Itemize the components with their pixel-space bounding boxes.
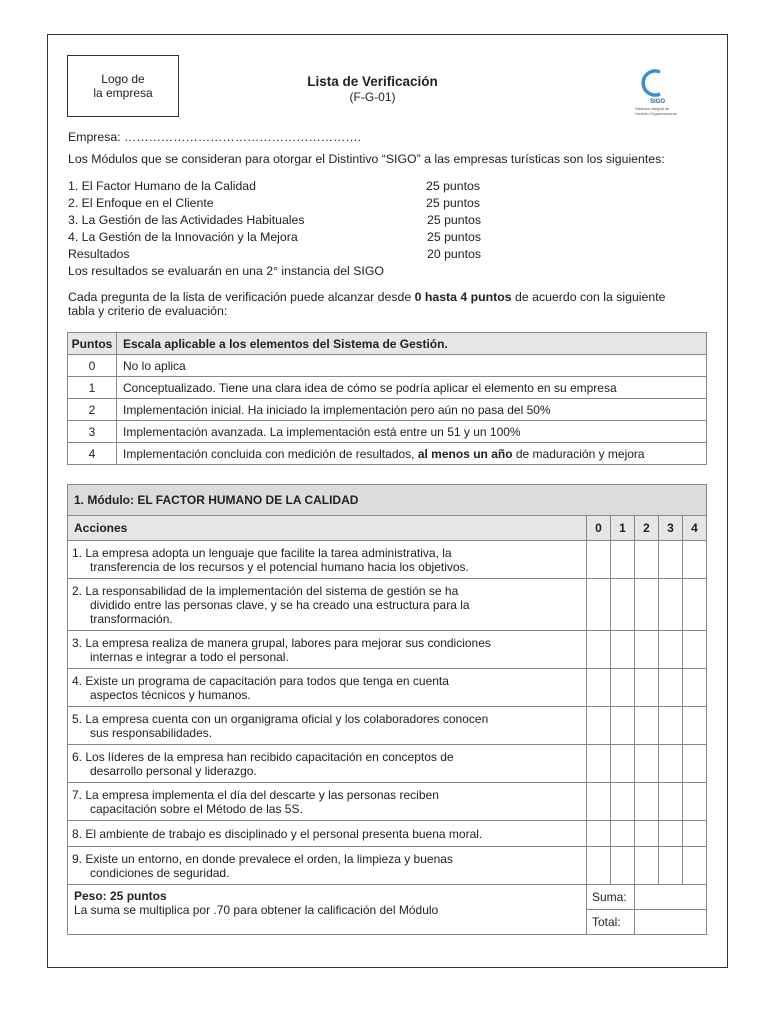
- question-continuation: transferencia de los recursos y el potencial humano hacia los objetivos.: [90, 559, 469, 574]
- question-text: [68, 745, 587, 783]
- score-cell[interactable]: [587, 631, 611, 669]
- score-cell[interactable]: [611, 847, 635, 885]
- score-cell[interactable]: [635, 847, 659, 885]
- sum-value-cell[interactable]: [635, 885, 707, 910]
- score-cell[interactable]: [611, 821, 635, 847]
- question-first-line: 5. La empresa cuenta con un organigrama oficial y los colaboradores conocen: [72, 711, 489, 726]
- scale-row: 4 Implementación concluida con medición de resultados, al menos un año de maduración y mejora: [68, 443, 707, 465]
- module-points: 25 puntos: [427, 230, 482, 244]
- score-cell[interactable]: [635, 821, 659, 847]
- module-points: 20 puntos: [427, 247, 482, 261]
- scale-table: [67, 332, 707, 465]
- empresa-field: Empresa: ………………………………………………….: [68, 130, 362, 144]
- score-cell[interactable]: [587, 541, 611, 579]
- score-cell[interactable]: [635, 783, 659, 821]
- scale-row: 3 Implementación avanzada. La implementación está entre un 51 y un 100%: [68, 421, 707, 443]
- question-first-line: 6. Los líderes de la empresa han recibido capacitación en conceptos de: [72, 749, 454, 764]
- weight-note: La suma se multiplica por .70 para obtener la calificación del Módulo: [74, 903, 439, 917]
- question-row: [68, 821, 707, 847]
- score-cell[interactable]: [611, 707, 635, 745]
- score-col: 0: [587, 516, 611, 541]
- logo-line-2: la empresa: [93, 86, 153, 100]
- modules-intro: Los Módulos que se consideran para otorgar el Distintivo “SIGO” a las empresas turísticas son los siguientes:: [68, 152, 665, 166]
- score-cell[interactable]: [659, 821, 683, 847]
- score-cell[interactable]: [659, 745, 683, 783]
- score-cell[interactable]: [683, 669, 707, 707]
- score-cell[interactable]: [635, 579, 659, 631]
- col-actions: Acciones: [68, 516, 587, 541]
- question-row: [68, 745, 707, 783]
- score-cell[interactable]: [659, 783, 683, 821]
- question-text: [68, 579, 587, 631]
- question-row: [68, 579, 707, 631]
- question-first-line: 8. El ambiente de trabajo es disciplinado y el personal presenta buena moral.: [72, 826, 483, 841]
- question-row: [68, 669, 707, 707]
- question-continuation: desarrollo personal y liderazgo.: [90, 763, 257, 778]
- document-title: Lista de Verificación: [307, 74, 438, 89]
- question-continuation: condiciones de seguridad.: [90, 865, 230, 880]
- score-cell[interactable]: [635, 745, 659, 783]
- score-cell[interactable]: [659, 847, 683, 885]
- score-cell[interactable]: [611, 579, 635, 631]
- score-cell[interactable]: [659, 541, 683, 579]
- module-points: 25 puntos: [427, 213, 482, 227]
- question-continuation: transformación.: [90, 611, 173, 626]
- score-cell[interactable]: [683, 631, 707, 669]
- score-cell[interactable]: [635, 631, 659, 669]
- sigo-subtitle-1: Sistema Integral de: [635, 106, 670, 111]
- score-cell[interactable]: [611, 669, 635, 707]
- question-row: [68, 847, 707, 885]
- question-first-line: 1. La empresa adopta un lenguaje que facilite la tarea administrativa, la: [72, 545, 452, 560]
- sum-label: Suma:: [587, 885, 635, 910]
- score-cell[interactable]: [659, 579, 683, 631]
- weight-cell: [68, 885, 587, 935]
- score-cell[interactable]: [587, 847, 611, 885]
- question-first-line: 3. La empresa realiza de manera grupal, labores para mejorar sus condiciones: [72, 635, 491, 650]
- logo-line-1: Logo de: [101, 72, 145, 86]
- question-row: [68, 631, 707, 669]
- score-cell[interactable]: [587, 745, 611, 783]
- score-cell[interactable]: [587, 821, 611, 847]
- question-row: [68, 707, 707, 745]
- module-label: 1. El Factor Humano de la Calidad: [68, 179, 256, 193]
- question-row: [68, 783, 707, 821]
- score-cell[interactable]: [587, 579, 611, 631]
- scale-row: 2 Implementación inicial. Ha iniciado la implementación pero aún no pasa del 50%: [68, 399, 707, 421]
- score-cell[interactable]: [635, 669, 659, 707]
- score-cell[interactable]: [683, 707, 707, 745]
- score-cell[interactable]: [683, 541, 707, 579]
- score-cell[interactable]: [611, 783, 635, 821]
- score-cell[interactable]: [587, 707, 611, 745]
- question-continuation: internas e integrar a todo el personal.: [90, 649, 289, 664]
- sigo-subtitle-2: Gestión Organizacional: [635, 111, 677, 116]
- module-1-table: [67, 484, 707, 935]
- score-col: 3: [659, 516, 683, 541]
- question-row: [68, 541, 707, 579]
- module-points: 25 puntos: [426, 179, 481, 193]
- score-cell[interactable]: [611, 541, 635, 579]
- score-cell[interactable]: [635, 541, 659, 579]
- score-cell[interactable]: [587, 783, 611, 821]
- score-cell[interactable]: [659, 669, 683, 707]
- module-label: 2. El Enfoque en el Cliente: [68, 196, 214, 210]
- question-continuation: capacitación sobre el Método de las 5S.: [90, 801, 303, 816]
- module-label: 4. La Gestión de la Innovación y la Mejora: [68, 230, 298, 244]
- module-label: 3. La Gestión de las Actividades Habituales: [68, 213, 305, 227]
- weight-label: Peso: 25 puntos: [74, 889, 167, 903]
- score-cell[interactable]: [683, 783, 707, 821]
- score-cell[interactable]: [611, 631, 635, 669]
- question-text: [68, 631, 587, 669]
- col-points: Puntos: [68, 333, 117, 355]
- scale-row: 1 Conceptualizado. Tiene una clara idea de cómo se podría aplicar el elemento en su empresa: [68, 377, 707, 399]
- company-logo-placeholder: [67, 55, 179, 117]
- question-first-line: 4. Existe un programa de capacitación para todos que tenga en cuenta: [72, 673, 449, 688]
- score-cell[interactable]: [611, 745, 635, 783]
- criteria-text: Cada pregunta de la lista de verificación puede alcanzar desde 0 hasta 4 puntos de acuerdo con la siguiente: [68, 290, 666, 304]
- criteria-text-line2: tabla y criterio de evaluación:: [68, 304, 228, 318]
- module-title: 1. Módulo: EL FACTOR HUMANO DE LA CALIDAD: [68, 485, 707, 516]
- question-text: [68, 669, 587, 707]
- total-value-cell[interactable]: [635, 910, 707, 935]
- score-col: 1: [611, 516, 635, 541]
- question-first-line: 9. Existe un entorno, en donde prevalece el orden, la limpieza y buenas: [72, 851, 453, 866]
- question-text: [68, 847, 587, 885]
- score-cell[interactable]: [659, 707, 683, 745]
- question-text: [68, 821, 587, 847]
- question-continuation: dividido entre las personas clave, y se ha creado una estructura para la: [90, 597, 470, 612]
- sigo-text: SIGO: [650, 99, 666, 105]
- question-text: [68, 707, 587, 745]
- total-label: Total:: [587, 910, 635, 935]
- score-cell[interactable]: [587, 669, 611, 707]
- question-text: [68, 541, 587, 579]
- score-col: 2: [635, 516, 659, 541]
- module-label: Resultados: [68, 247, 130, 261]
- question-continuation: sus responsabilidades.: [90, 725, 213, 740]
- score-cell[interactable]: [635, 707, 659, 745]
- question-first-line: 2. La responsabilidad de la implementación del sistema de gestión se ha: [72, 583, 459, 598]
- results-note: Los resultados se evaluarán en una 2° instancia del SIGO: [68, 264, 384, 278]
- scale-row: 0 No lo aplica: [68, 355, 707, 377]
- question-text: [68, 783, 587, 821]
- sigo-logo-icon: [617, 62, 687, 120]
- score-cell[interactable]: [683, 745, 707, 783]
- module-points: 25 puntos: [426, 196, 481, 210]
- question-continuation: aspectos técnicos y humanos.: [90, 687, 251, 702]
- question-first-line: 7. La empresa implementa el día del descarte y las personas reciben: [72, 787, 439, 802]
- score-cell[interactable]: [659, 631, 683, 669]
- score-cell[interactable]: [683, 579, 707, 631]
- document-code: (F-G-01): [349, 90, 396, 104]
- score-col: 4: [683, 516, 707, 541]
- col-scale: Escala aplicable a los elementos del Sistema de Gestión.: [117, 333, 707, 355]
- score-cell[interactable]: [683, 821, 707, 847]
- score-cell[interactable]: [683, 847, 707, 885]
